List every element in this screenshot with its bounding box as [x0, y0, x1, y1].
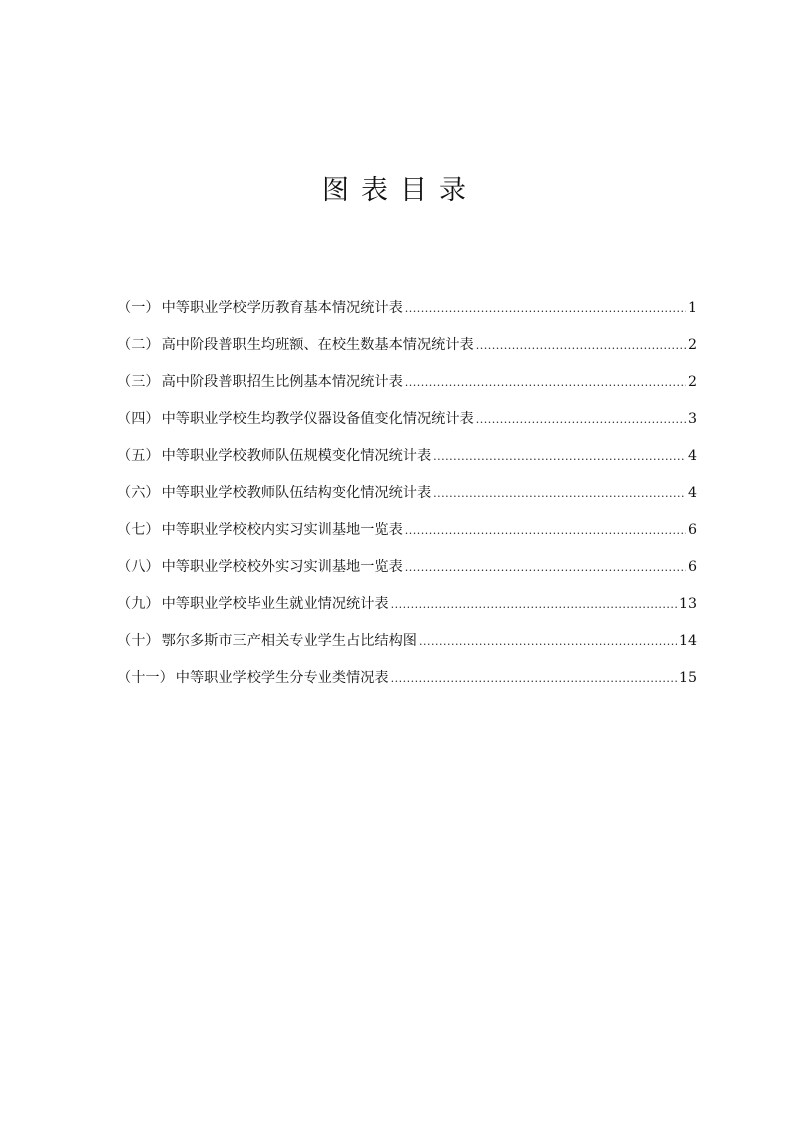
toc-dot-leader	[405, 299, 686, 319]
toc-entry-page: 4	[687, 485, 697, 501]
table-of-figures	[117, 298, 697, 705]
toc-dot-leader	[391, 669, 677, 689]
toc-entry-number: （五）	[117, 448, 160, 464]
toc-dot-leader	[405, 373, 686, 393]
toc-entry-label: 高中阶段普职招生比例基本情况统计表	[161, 374, 403, 390]
toc-entry-page: 1	[687, 300, 697, 316]
toc-entry-number: （九）	[117, 596, 160, 612]
toc-entry-page: 4	[687, 448, 697, 464]
toc-entry-number: （八）	[117, 559, 160, 575]
toc-entry-label: 中等职业学校学历教育基本情况统计表	[161, 300, 403, 316]
toc-entry-page: 14	[678, 633, 697, 649]
toc-entry-number: （二）	[117, 337, 160, 353]
toc-entry[interactable]	[117, 483, 697, 520]
toc-entry-page: 3	[687, 411, 697, 427]
toc-entry[interactable]	[117, 298, 697, 335]
toc-entry-page: 15	[678, 670, 697, 686]
toc-entry-page: 6	[687, 559, 697, 575]
toc-entry-number: （三）	[117, 374, 160, 390]
toc-entry-page: 13	[678, 596, 697, 612]
toc-entry-page: 2	[687, 337, 697, 353]
toc-dot-leader	[405, 558, 686, 578]
toc-dot-leader	[433, 484, 686, 504]
toc-entry-label: 中等职业学校毕业生就业情况统计表	[161, 596, 389, 612]
toc-entry[interactable]	[117, 409, 697, 446]
toc-entry-number: （六）	[117, 485, 160, 501]
toc-entry-label: 中等职业学校生均教学仪器设备值变化情况统计表	[161, 411, 474, 427]
toc-dot-leader	[433, 447, 686, 467]
toc-entry-label: 高中阶段普职生均班额、在校生数基本情况统计表	[161, 337, 474, 353]
toc-entry-label: 中等职业学校教师队伍结构变化情况统计表	[161, 485, 432, 501]
toc-dot-leader	[419, 632, 677, 652]
toc-entry-label: 中等职业学校校外实习实训基地一览表	[161, 559, 403, 575]
toc-entry-page: 6	[687, 522, 697, 538]
toc-entry-number: （七）	[117, 522, 160, 538]
toc-entry[interactable]	[117, 557, 697, 594]
toc-entry-page: 2	[687, 374, 697, 390]
toc-entry[interactable]	[117, 335, 697, 372]
toc-dot-leader	[476, 336, 686, 356]
toc-entry[interactable]	[117, 520, 697, 557]
toc-entry-label: 鄂尔多斯市三产相关专业学生占比结构图	[161, 633, 417, 649]
toc-dot-leader	[405, 521, 686, 541]
toc-entry-label: 中等职业学校学生分专业类情况表	[175, 670, 389, 686]
toc-entry-label: 中等职业学校教师队伍规模变化情况统计表	[161, 448, 432, 464]
toc-entry-number: （四）	[117, 411, 160, 427]
toc-entry[interactable]	[117, 631, 697, 668]
toc-entry-number: （十）	[117, 633, 160, 649]
toc-entry[interactable]	[117, 372, 697, 409]
toc-entry-number: （十一）	[117, 670, 174, 686]
toc-entry[interactable]	[117, 668, 697, 705]
page-title: 图表目录	[322, 175, 478, 206]
toc-entry-label: 中等职业学校校内实习实训基地一览表	[161, 522, 403, 538]
toc-entry[interactable]	[117, 594, 697, 631]
toc-entry-number: （一）	[117, 300, 160, 316]
toc-dot-leader	[391, 595, 677, 615]
toc-dot-leader	[476, 410, 686, 430]
toc-entry[interactable]	[117, 446, 697, 483]
